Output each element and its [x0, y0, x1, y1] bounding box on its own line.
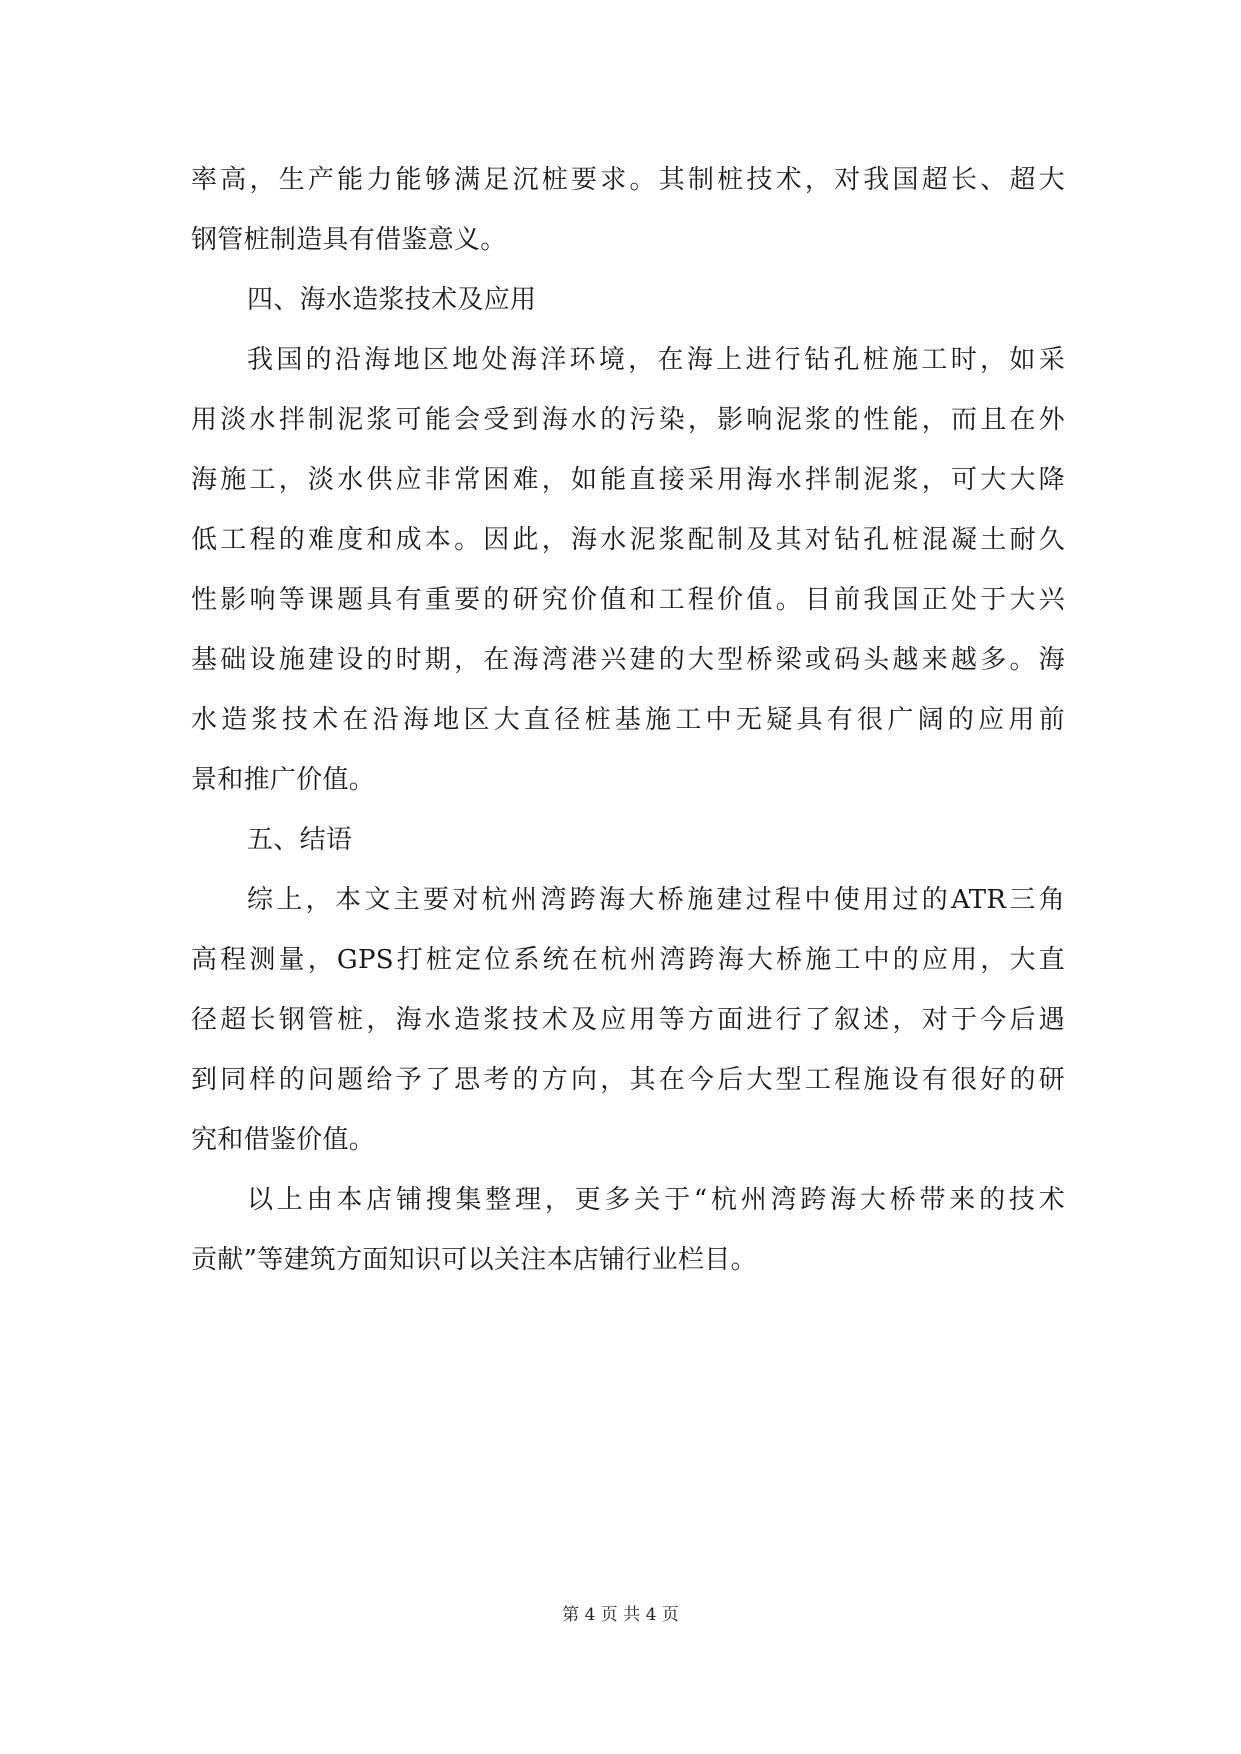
paragraph-line: 我国的沿海地区地处海洋环境，在海上进行钻孔桩施工时，如采 — [247, 345, 1065, 375]
paragraph-line: 率高，生产能力能够满足沉桩要求。其制桩技术，对我国超长、超大 — [191, 165, 1065, 195]
paragraph-line: 景和推广价值。 — [191, 765, 376, 795]
paragraph-line: 到同样的问题给予了思考的方向，其在今后大型工程施设有很好的研 — [191, 1065, 1065, 1095]
paragraph-line: 贡献”等建筑方面知识可以关注本店铺行业栏目。 — [191, 1245, 757, 1275]
paragraph-line: 钢管桩制造具有借鉴意义。 — [191, 225, 507, 255]
paragraph-line: 性影响等课题具有重要的研究价值和工程价值。目前我国正处于大兴 — [191, 585, 1065, 615]
paragraph-line: 径超长钢管桩，海水造浆技术及应用等方面进行了叙述，对于今后遇 — [191, 1005, 1065, 1035]
paragraph-line: 用淡水拌制泥浆可能会受到海水的污染，影响泥浆的性能，而且在外 — [191, 405, 1065, 435]
paragraph-line: 水造浆技术在沿海地区大直径桩基施工中无疑具有很广阔的应用前 — [191, 705, 1065, 735]
paragraph-line: 综上，本文主要对杭州湾跨海大桥施建过程中使用过的ATR三角 — [247, 885, 1065, 915]
document-body — [191, 150, 1065, 1290]
section-heading: 四、海水造浆技术及应用 — [247, 285, 537, 315]
paragraph-line: 基础设施建设的时期，在海湾港兴建的大型桥梁或码头越来越多。海 — [191, 645, 1065, 675]
paragraph-line: 高程测量，GPS打桩定位系统在杭州湾跨海大桥施工中的应用，大直 — [191, 945, 1065, 975]
paragraph-line: 海施工，淡水供应非常困难，如能直接采用海水拌制泥浆，可大大降 — [191, 465, 1065, 495]
paragraph-line: 究和借鉴价值。 — [191, 1125, 376, 1155]
section-heading: 五、结语 — [247, 825, 353, 855]
paragraph-line: 低工程的难度和成本。因此，海水泥浆配制及其对钻孔桩混凝土耐久 — [191, 525, 1065, 555]
paragraph-line: 以上由本店铺搜集整理，更多关于“杭州湾跨海大桥带来的技术 — [247, 1185, 1065, 1215]
page-number: 第 4 页 共 4 页 — [562, 1605, 679, 1625]
